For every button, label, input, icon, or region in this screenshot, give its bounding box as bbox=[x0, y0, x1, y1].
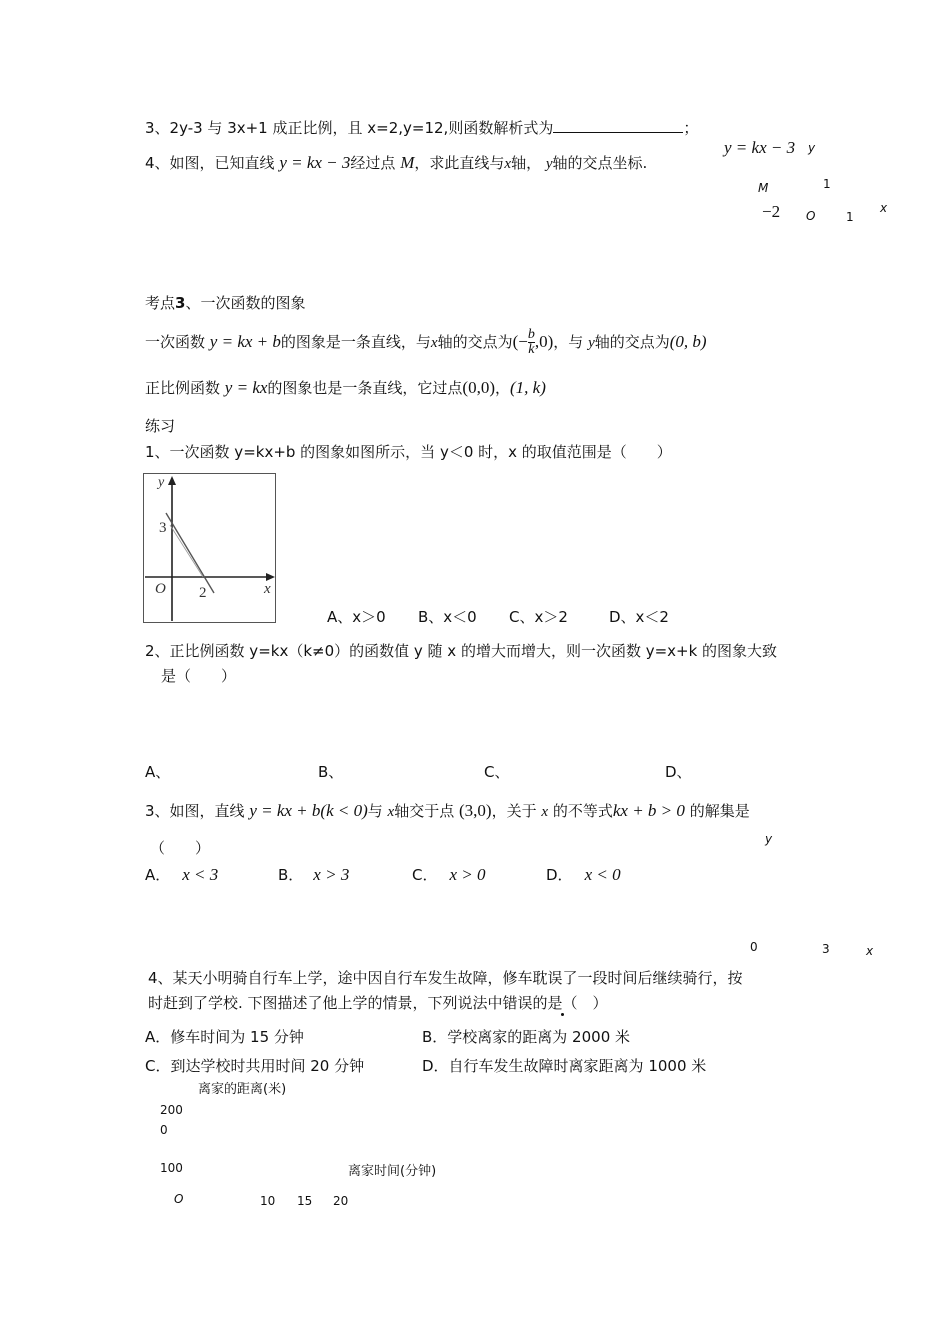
q3-opt-b-label: B． bbox=[278, 866, 304, 884]
section-line-2 bbox=[145, 378, 546, 398]
q3-opt-d-math: x < 0 bbox=[584, 865, 621, 884]
section-title-num: 3 bbox=[175, 294, 186, 312]
q3-fig-x: x bbox=[866, 944, 874, 958]
l1-pt2: (0, b) bbox=[669, 332, 707, 351]
q4-fig-origin: O bbox=[174, 1192, 184, 1206]
q4-equation: y = kx − 3 bbox=[279, 153, 351, 172]
practice-q2-line2: 是（ ） bbox=[161, 667, 237, 685]
q4-text-c: ，求此直线与 bbox=[414, 154, 505, 172]
q4-option-a[interactable]: A．修车时间为 15 分钟 bbox=[145, 1028, 304, 1046]
q4-option-d[interactable]: D．自行车发生故障时离家距离为 1000 米 bbox=[422, 1057, 707, 1075]
graph-three: 3 bbox=[159, 520, 167, 536]
q4-option-b[interactable]: B．学校离家的距离为 2000 米 bbox=[422, 1028, 631, 1046]
section-line-1 bbox=[145, 328, 707, 357]
q1-option-d[interactable]: D、x＜2 bbox=[609, 608, 669, 626]
q2-option-b[interactable]: B、 bbox=[318, 763, 344, 781]
fig-y-label: y bbox=[808, 141, 816, 155]
q4-text-b: 经过点 bbox=[350, 154, 396, 172]
q3-opt-d-label: D． bbox=[546, 866, 573, 884]
question-3-top bbox=[145, 118, 698, 138]
l1d: ，与 bbox=[553, 333, 584, 351]
q4-fig-y200b: 0 bbox=[160, 1123, 168, 1137]
q4-fig-x20: 20 bbox=[333, 1194, 349, 1208]
q3c: 轴交于点 bbox=[394, 802, 455, 820]
q2-option-c[interactable]: C、 bbox=[484, 763, 510, 781]
q4-fig-y100: 100 bbox=[160, 1161, 183, 1175]
l1-y: y bbox=[588, 335, 595, 351]
l1-x: x bbox=[430, 335, 438, 351]
q1-option-a[interactable]: A、x＞0 bbox=[327, 608, 386, 626]
question-4-top bbox=[145, 153, 647, 174]
fig-one-b: 1 bbox=[846, 210, 854, 224]
frac-num: b bbox=[527, 327, 535, 342]
q3-x: x bbox=[387, 804, 395, 820]
q2-option-d[interactable]: D、 bbox=[665, 763, 692, 781]
q3-x2: x bbox=[541, 804, 549, 820]
graph-y-label: y bbox=[158, 475, 165, 490]
q3b: 与 bbox=[367, 802, 383, 820]
l1c: 轴的交点为 bbox=[437, 333, 513, 351]
l1-pt-close: ,0) bbox=[534, 332, 554, 351]
frac-den: k bbox=[528, 342, 535, 357]
question-text: 3、2y-3 与 3x+1 成正比例，且 x=2,y=12,则函数解析式为 bbox=[145, 119, 554, 137]
q3-option-b[interactable] bbox=[278, 865, 349, 885]
q3d: ，关于 bbox=[491, 802, 537, 820]
fig-origin: O bbox=[806, 209, 816, 223]
graph-origin: O bbox=[155, 581, 166, 597]
section-title bbox=[145, 293, 305, 313]
fig-equation: y = kx − 3 bbox=[724, 138, 796, 157]
q3-option-a[interactable] bbox=[145, 865, 218, 885]
l2-eq: y = kx bbox=[224, 378, 268, 397]
q3-opt-b-math: x > 3 bbox=[313, 865, 350, 884]
q3-fig-three: 3 bbox=[822, 942, 830, 956]
q3-option-d[interactable] bbox=[546, 865, 621, 885]
l2-pt2: (1, k) bbox=[510, 378, 546, 397]
fig-m-label: M bbox=[758, 181, 769, 195]
q4-text-e: 轴的交点坐标. bbox=[552, 154, 648, 172]
q3e: 的不等式 bbox=[552, 802, 613, 820]
fraction-b-over-k bbox=[528, 328, 535, 357]
q3-fig-y: y bbox=[765, 832, 773, 846]
graph-x-label: x bbox=[264, 581, 271, 597]
q1-graph bbox=[143, 473, 277, 624]
l1a: 一次函数 bbox=[145, 333, 206, 351]
fig-neg2: −2 bbox=[762, 202, 781, 221]
l2a: 正比例函数 bbox=[145, 379, 221, 397]
q1-options bbox=[327, 607, 669, 627]
section-title-a: 考点 bbox=[145, 294, 176, 312]
graph-frame bbox=[144, 474, 276, 623]
l1-pt-open: (− bbox=[512, 332, 528, 351]
l2c: ， bbox=[495, 379, 511, 397]
q3-ineq: kx + b > 0 bbox=[612, 801, 685, 820]
q1-option-b[interactable]: B、x＜0 bbox=[418, 608, 477, 626]
q4-fig-x15: 15 bbox=[297, 1194, 313, 1208]
l1-eq: y = kx + b bbox=[209, 332, 281, 351]
q4-fig-x10: 10 bbox=[260, 1194, 276, 1208]
q3f: 的解集是 bbox=[689, 802, 750, 820]
q3-opt-a-label: A． bbox=[145, 866, 171, 884]
q4-option-c[interactable]: C．到达学校时共用时间 20 分钟 bbox=[145, 1057, 365, 1075]
emphasis-dot bbox=[561, 1013, 564, 1016]
q3-eq: y = kx + b(k < 0) bbox=[249, 801, 368, 820]
l2-pt1: (0,0) bbox=[462, 378, 495, 397]
q3-pt: (3,0) bbox=[459, 801, 492, 820]
practice-q1: 1、一次函数 y=kx+b 的图象如图所示，当 y＜0 时，x 的取值范围是（ ） bbox=[145, 443, 672, 461]
q4-fig-ylabel: 离家的距离(米) bbox=[198, 1082, 287, 1097]
q4-text-d: 轴， bbox=[511, 154, 542, 172]
l2b: 的图象也是一条直线，它过点 bbox=[267, 379, 463, 397]
q4-x: x bbox=[504, 156, 512, 172]
q2-option-a[interactable]: A、 bbox=[145, 763, 171, 781]
practice-q4-line1: 4、某天小明骑自行车上学，途中因自行车发生故障，修车耽误了一段时间后继续骑行，按 bbox=[148, 969, 743, 987]
q3-option-c[interactable] bbox=[412, 865, 486, 885]
q3a: 3、如图，直线 bbox=[145, 802, 245, 820]
l1b: 的图象是一条直线，与 bbox=[280, 333, 431, 351]
q3-opt-a-math: x < 3 bbox=[182, 865, 219, 884]
q4-text-a: 4、如图，已知直线 bbox=[145, 154, 275, 172]
q4-fig-xlabel: 离家时间(分钟) bbox=[348, 1164, 437, 1179]
q4-fig-y200: 200 bbox=[160, 1103, 183, 1117]
l1e: 轴的交点为 bbox=[594, 333, 670, 351]
practice-q2-line1: 2、正比例函数 y=kx（k≠0）的函数值 y 随 x 的增大而增大，则一次函数 y=x+k 的图象大致 bbox=[145, 642, 778, 660]
practice-q3 bbox=[145, 801, 750, 822]
punctuation: ； bbox=[683, 119, 699, 137]
practice-q4-line2: 时赶到了学校. 下图描述了他上学的情景，下列说法中错误的是（ ） bbox=[148, 994, 608, 1012]
practice-label: 练习 bbox=[145, 417, 176, 435]
q3-fig-zero: 0 bbox=[750, 940, 758, 954]
answer-blank[interactable] bbox=[553, 118, 683, 133]
q3-opt-c-label: C． bbox=[412, 866, 438, 884]
q3-opt-c-math: x > 0 bbox=[449, 865, 486, 884]
fig-x-label: x bbox=[880, 201, 888, 215]
q4-point-m: M bbox=[400, 153, 415, 172]
q3-paren: （ ） bbox=[150, 839, 211, 857]
section-title-b: 、一次函数的图象 bbox=[185, 294, 306, 312]
q4-y: y bbox=[545, 156, 553, 172]
graph-two: 2 bbox=[199, 585, 207, 601]
q1-option-c[interactable]: C、x＞2 bbox=[509, 608, 568, 626]
fig-one-a: 1 bbox=[823, 177, 831, 191]
